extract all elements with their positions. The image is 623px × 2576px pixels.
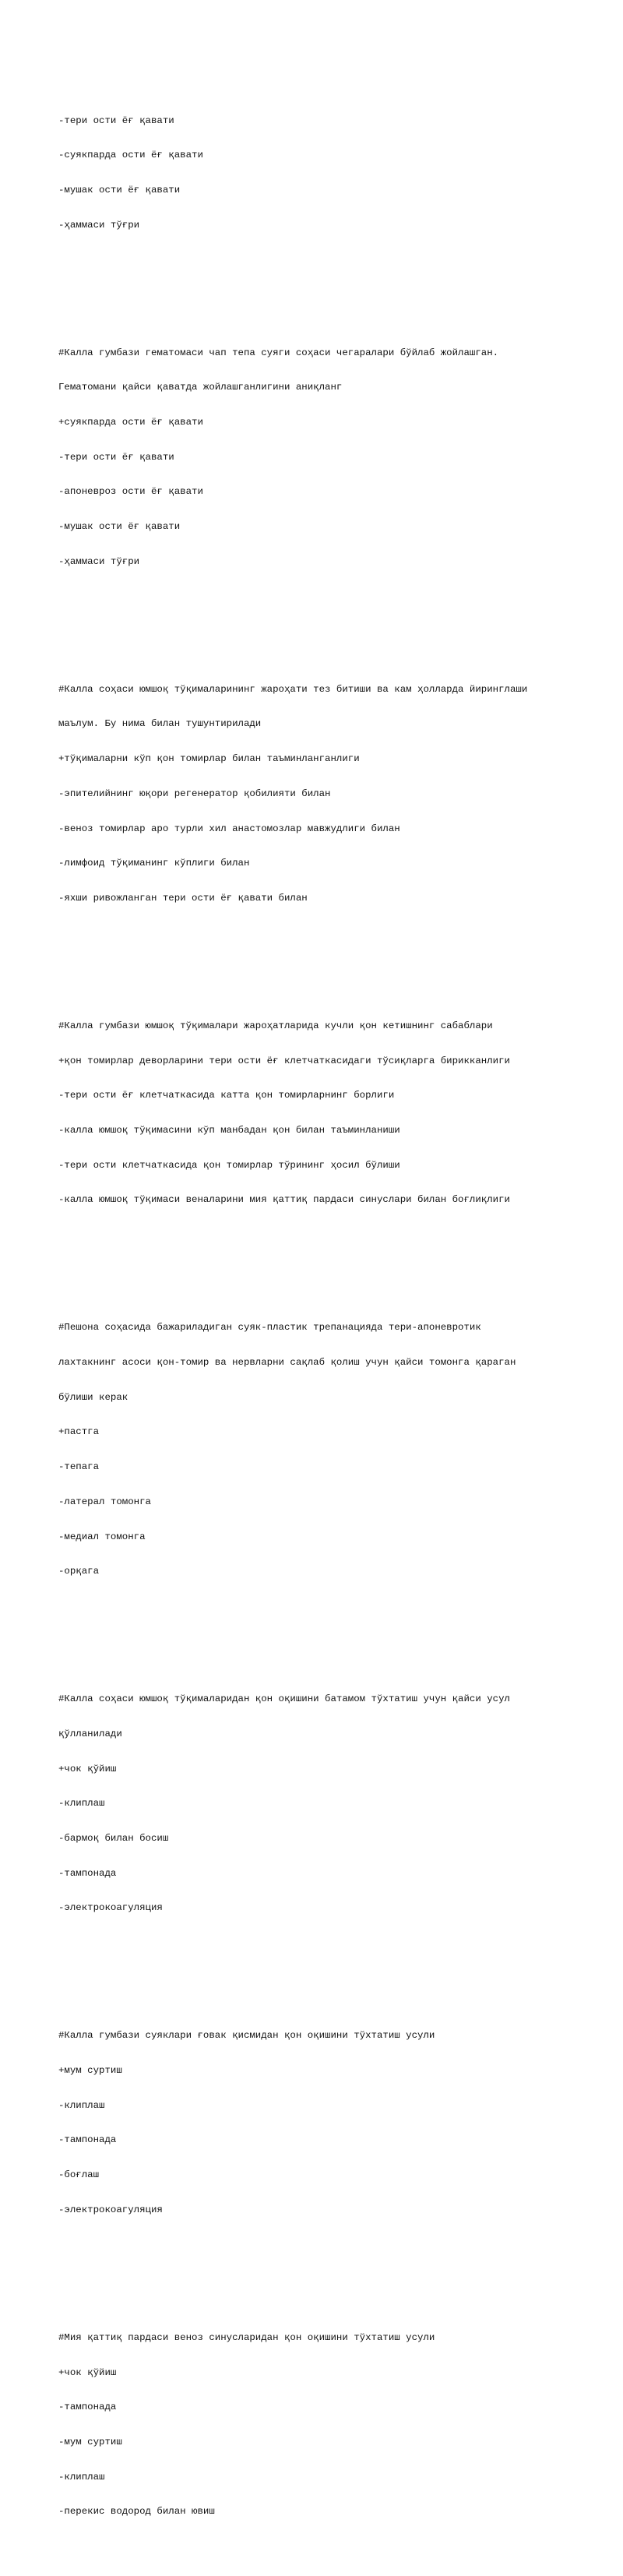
question-text: #Калла соҳаси юмшоқ тўқималаридан қон оқишини батамом тўхтатиш учун қайси усул bbox=[58, 1693, 510, 1705]
answer-option: -бармоқ билан босиш bbox=[58, 1833, 169, 1845]
answer-option: -латерал томонга bbox=[58, 1496, 151, 1507]
question-text: #Пешона соҳасида бажариладиган суяк-пластик трепанацияда тери-апоневротик bbox=[58, 1322, 481, 1334]
question-text: #Калла гумбази гематомаси чап тепа суяги соҳаси чегаралари бўйлаб жойлашган. bbox=[58, 347, 499, 358]
answer-option: -ҳаммаси тўғри bbox=[58, 219, 140, 231]
answer-option: +чок қўйиш bbox=[58, 1763, 117, 1774]
spacer bbox=[58, 277, 604, 289]
answer-option: -эпителийнинг юқори регенератор қобилияти билан bbox=[58, 788, 331, 799]
spacer bbox=[58, 2262, 604, 2274]
question-text: #Калла гумбази юмшоқ тўқималари жароҳатларида кучли қон кетишнинг сабаблари bbox=[58, 1020, 493, 1031]
spacer bbox=[58, 614, 604, 625]
answer-option: +мум суртиш bbox=[58, 2065, 122, 2077]
answer-option: -тери ости ёғ қавати bbox=[58, 115, 174, 126]
question-block bbox=[58, 2007, 604, 2239]
answer-option: -клиплаш bbox=[58, 2471, 105, 2483]
question-text: #Мия қаттиқ пардаси веноз синусларидан қон оқишини тўхтатиш усули bbox=[58, 2331, 435, 2343]
question-text: Гематомани қайси қаватда жойлашганлигини аниқланг bbox=[58, 382, 343, 393]
document-body bbox=[58, 57, 604, 2576]
answer-option: -яхши ривожланган тери ости ёғ қавати билан bbox=[58, 892, 308, 904]
question-block bbox=[58, 997, 604, 1229]
question-text: #Калла гумбази суяклари ғовак қисмидан қон оқишини тўхтатиш усули bbox=[58, 2030, 435, 2042]
answer-option: -тампонада bbox=[58, 2402, 117, 2413]
spacer bbox=[58, 950, 604, 962]
answer-option: -клиплаш bbox=[58, 2099, 105, 2111]
question-text: қўлланилади bbox=[58, 1728, 122, 1739]
question-block bbox=[58, 1670, 604, 1937]
answer-option: -орқага bbox=[58, 1566, 100, 1577]
question-block bbox=[58, 661, 604, 928]
answer-option: -мушак ости ёғ қавати bbox=[58, 184, 181, 196]
question-text: бўлиши керак bbox=[58, 1391, 128, 1403]
answer-option: -мум суртиш bbox=[58, 2436, 122, 2447]
answer-option: -тампонада bbox=[58, 2134, 117, 2146]
intro-options-block bbox=[58, 92, 604, 255]
answer-option: -мушак ости ёғ қавати bbox=[58, 521, 181, 533]
answer-option: -тери ости ёғ қавати bbox=[58, 451, 174, 463]
answer-option: -апоневроз ости ёғ қавати bbox=[58, 486, 203, 498]
spacer bbox=[58, 1253, 604, 1264]
answer-option: -тери ости ёғ клетчаткасида катта қон томирларнинг борлиги bbox=[58, 1090, 395, 1101]
question-block bbox=[58, 1299, 604, 1601]
answer-option: -веноз томирлар аро турли хил анастомозлар мавжудлиги билан bbox=[58, 823, 400, 834]
answer-option: -лимфоид тўқиманинг кўплиги билан bbox=[58, 858, 250, 869]
answer-option: -тери ости клетчаткасида қон томирлар тўрининг ҳосил бўлиши bbox=[58, 1159, 400, 1171]
answer-option: -электрокоагуляция bbox=[58, 1902, 163, 1914]
answer-option: -электрокоагуляция bbox=[58, 2204, 163, 2215]
question-text: маълум. Бу нима билан тушунтирилади bbox=[58, 718, 262, 730]
answer-option: -боғлаш bbox=[58, 2169, 100, 2181]
answer-option: -медиал томонга bbox=[58, 1531, 146, 1542]
answer-option: -ҳаммаси тўғри bbox=[58, 555, 140, 567]
answer-option: -перекис водород билан ювиш bbox=[58, 2506, 215, 2518]
answer-option: -суякпарда ости ёғ қавати bbox=[58, 150, 203, 161]
answer-option: +суякпарда ости ёғ қавати bbox=[58, 416, 203, 428]
question-block bbox=[58, 324, 604, 591]
answer-option: -тампонада bbox=[58, 1867, 117, 1879]
answer-option: -клиплаш bbox=[58, 1798, 105, 1810]
answer-option: +пастга bbox=[58, 1426, 100, 1438]
spacer bbox=[58, 1961, 604, 1972]
question-text: лахтакнинг асоси қон-томир ва нервларни сақлаб қолиш учун қайси томонга қараган bbox=[58, 1357, 516, 1369]
answer-option: +чок қўйиш bbox=[58, 2366, 117, 2378]
question-block bbox=[58, 2309, 604, 2541]
answer-option: -калла юмшоқ тўқимаси веналарини мия қаттиқ пардаси синуслари билан боғлиқлиги bbox=[58, 1194, 510, 1206]
answer-option: -калла юмшоқ тўқимасини кўп манбадан қон билан таъминланиши bbox=[58, 1125, 400, 1136]
question-text: #Калла соҳаси юмшоқ тўқималарининг жароҳати тез битиши ва кам ҳолларда йиринглаши bbox=[58, 683, 528, 695]
spacer bbox=[58, 1624, 604, 1636]
answer-option: +тўқималарни кўп қон томирлар билан таъминланганлиги bbox=[58, 753, 360, 765]
answer-option: -тепага bbox=[58, 1461, 100, 1473]
answer-option: +қон томирлар деворларини тери ости ёғ клетчаткасидаги тўсиқларга бирикканлиги bbox=[58, 1055, 510, 1066]
